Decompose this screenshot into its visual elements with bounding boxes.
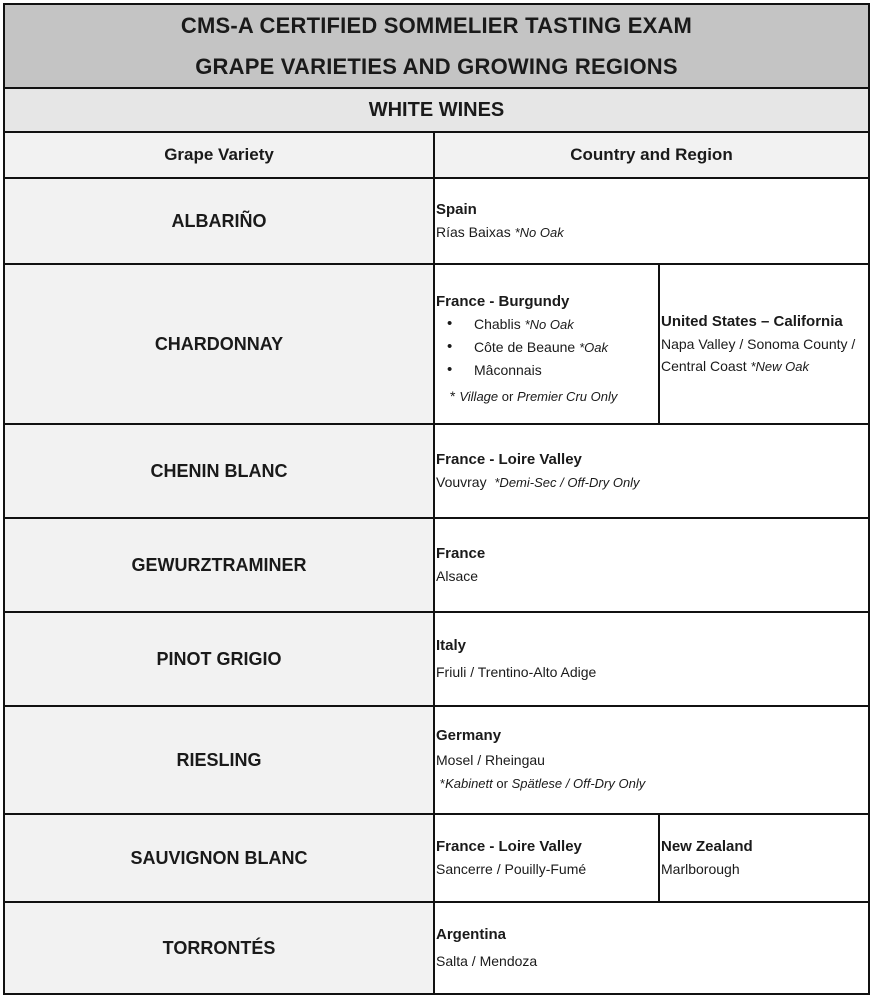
country-name: Argentina	[436, 926, 507, 943]
table-border	[868, 3, 870, 995]
country-name: Germany	[436, 727, 502, 744]
country-name: Spain	[436, 200, 477, 218]
oak-note: *Demi-Sec / Off-Dry Only	[494, 474, 640, 490]
region-cell	[434, 706, 869, 814]
region-cell	[434, 902, 869, 994]
region-cell	[434, 264, 659, 424]
grape-torrontes: TORRONTÉS	[4, 902, 434, 994]
country-name: France - Loire Valley	[436, 450, 582, 468]
table-border	[4, 993, 870, 995]
country-name: France - Burgundy	[436, 292, 570, 310]
region-cell	[434, 424, 869, 518]
grape-gewurztraminer: GEWURZTRAMINER	[4, 518, 434, 612]
table-border	[433, 131, 435, 995]
column-header-grape: Grape Variety	[4, 132, 434, 178]
subregion-list	[436, 313, 659, 381]
table-border	[4, 423, 870, 425]
country-name: Italy	[436, 637, 467, 654]
region-detail	[436, 221, 869, 244]
table-border	[4, 611, 870, 613]
region-cell	[434, 814, 659, 902]
oak-note: *New Oak	[750, 358, 810, 374]
table-border	[4, 177, 870, 179]
region-cell	[434, 612, 869, 706]
grape-chenin-blanc: CHENIN BLANC	[4, 424, 434, 518]
country-name: New Zealand	[661, 838, 753, 855]
footnote: *Kabinett or Spätlese / Off-Dry Only	[440, 776, 646, 791]
list-item: • Mâconnais	[474, 359, 659, 381]
region-detail: Central Coast *New Oak	[661, 357, 810, 374]
oak-note: *No Oak	[524, 316, 574, 332]
region-cell	[659, 814, 869, 902]
region-text: Rías Baixas	[436, 223, 515, 240]
grape-sauvignon-blanc: SAUVIGNON BLANC	[4, 814, 434, 902]
oak-note: *Oak	[579, 339, 608, 355]
table-border	[658, 263, 660, 425]
grape-riesling: RIESLING	[4, 706, 434, 814]
table-border	[4, 263, 870, 265]
table-border	[3, 3, 5, 995]
title-line-2: GRAPE VARIETIES AND GROWING REGIONS	[195, 54, 678, 79]
table-border	[4, 517, 870, 519]
page-title	[4, 4, 869, 88]
region-cell	[659, 264, 869, 424]
region-detail: Vouvray *Demi-Sec / Off-Dry Only	[436, 473, 640, 490]
oak-note: *No Oak	[514, 224, 564, 240]
region-text: Alsace	[436, 568, 479, 584]
title-line-1: CMS-A CERTIFIED SOMMELIER TASTING EXAM	[180, 13, 693, 38]
region-text: Sancerre / Pouilly-Fumé	[436, 861, 587, 877]
list-item: • Chablis *No Oak	[474, 313, 659, 336]
table-border	[4, 705, 870, 707]
grape-albarino: ALBARIÑO	[4, 178, 434, 264]
table-border	[4, 813, 870, 815]
country-name: United States – California	[661, 312, 843, 330]
region-text: Mosel / Rheingau	[436, 752, 545, 768]
list-item: • Côte de Beaune *Oak	[474, 336, 659, 359]
table-border	[4, 131, 870, 133]
grape-pinot-grigio: PINOT GRIGIO	[4, 612, 434, 706]
region-text: Marlborough	[661, 861, 740, 877]
table-border	[4, 3, 870, 5]
region-cell	[434, 518, 869, 612]
region-text: Salta / Mendoza	[436, 953, 538, 969]
country-name: France - Loire Valley	[436, 838, 582, 855]
region-text: Friuli / Trentino-Alto Adige	[436, 664, 597, 680]
table-border	[4, 87, 870, 89]
region-text: Napa Valley / Sonoma County /	[661, 335, 856, 352]
footnote: * Village or Premier Cru Only	[450, 387, 618, 404]
grape-chardonnay: CHARDONNAY	[4, 264, 434, 424]
column-header-region: Country and Region	[434, 132, 869, 178]
table-border	[4, 901, 870, 903]
section-header: WHITE WINES	[4, 88, 869, 132]
table-border	[658, 813, 660, 903]
country-name: France	[436, 545, 486, 562]
region-cell	[434, 178, 869, 264]
